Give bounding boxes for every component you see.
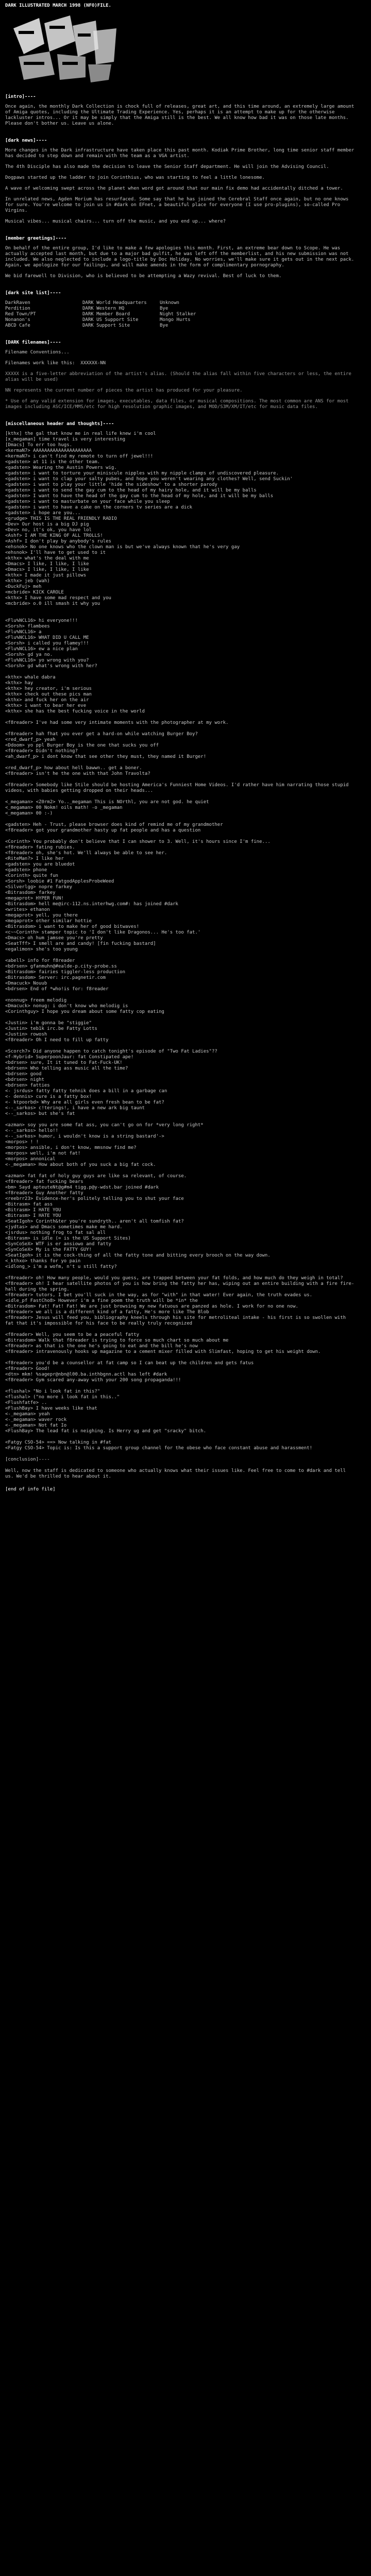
chat-line: <Bitrasdom> Fat! Fat! Fat! We are just browsing my new fatuous are panzed as hole. I work for no one now. (5, 1304, 298, 1309)
chat-line (5, 834, 356, 839)
end-marker: [end of info file] (5, 1487, 56, 1492)
chat-line: <c~~Corinth> stamper topic to 'I don't like Dragonos... He's too fat.' (5, 930, 201, 935)
chat-line: <f8reader> as that is the one he's going to eat and the bill he's now (5, 1344, 198, 1349)
chat-line: <_kthxo> thanks for yo pain (5, 1259, 81, 1264)
chat-line: <- jsrdus> fatty fatty tehnik does a bill in a garbage can (5, 1089, 167, 1094)
chat-log (5, 618, 356, 1480)
chat-line: <bm> Sayd apteuteNt@g#m4 tigg.p@y-wdst.bar joined #dark (5, 1185, 159, 1190)
paragraph: In unrelated news, Agden Morium has resurfaced. Some say that he has joined the Cerebral Staff once again, but no one knows for sure. You're welcome to join us in #dark on EFnet, a beautiful place for everyone (I use pro-plugins), so-called Pro Virgins. (5, 197, 351, 213)
site-role: DARK Support Site (82, 323, 130, 328)
chat-section (5, 618, 356, 1493)
chat-line: <ehsnok> I'll have to get used to it (5, 550, 106, 555)
chat-line (5, 992, 356, 998)
chat-line: <f8reader> Jesus will feed you, bibliography kneels through his site for metroliteal intake - his first is so swollen with fat that it's impossible for his face to be really truly recognized (5, 1315, 349, 1326)
chat-line: <idlong_> i'm a wofm, n't u still fatty? (5, 1264, 117, 1269)
chat-line: <SynCoSeX> WTF is er ansiowo and fatty (5, 1242, 111, 1247)
chat-line: <flushal> ("no more i look fat in this.." (5, 1395, 120, 1400)
chat-line: [kthx] the gal that know me in real life knew i'm cool (5, 431, 156, 436)
chat-line: <f8reader> intravenously hooks up magazine to a cement mixer filled with Slimfast, hoping to get his weight down. (5, 1349, 321, 1354)
chat-line: <kthx> she has the best fucking voice in the world (5, 709, 145, 714)
chat-line: <f8reader> Well, you seem to be a peaceful fatty (5, 1332, 140, 1337)
paragraph: More changes in the Dark infrastructure have taken place this past month. Kodiak Prime Brother, long time senior staff member has decided to step down and remain with the team as a VGA artist. (5, 148, 357, 159)
chat-line: <egalimon> she's too young (5, 947, 78, 952)
site-name: DarkRaven (5, 300, 30, 306)
chat-line (5, 1270, 356, 1276)
chat-line (5, 1451, 356, 1457)
chat-line: <f8reader> Good! (5, 1366, 50, 1371)
chat-line: <f8reader> oh! How many people, would you guess, are trapped between your fat folds, and how much do they weigh in total? (5, 1276, 343, 1281)
chat-line: <Sorsh> flambees (5, 624, 50, 629)
chat-line: <f8reader> isn't he the one with that John Travolta? (5, 771, 150, 776)
section-title: [DARK filenames]---- (5, 340, 61, 345)
chat-line: <bdrsen> fatties (5, 1083, 50, 1088)
chat-line: <_megaman> 00 Nokm! oils math! -o _megaman (5, 805, 123, 810)
section-title: [dark site list]---- (5, 291, 61, 296)
chat-line: <Dev> no, it's ok, you have lol (5, 528, 92, 533)
paragraph: Filenames work like this: XXXXXX-NN (5, 361, 106, 366)
chat-line: <_megaman> 00 :-) (5, 811, 53, 816)
chat-line: <bdrsen> good (5, 1072, 42, 1077)
chat-line: <kthx> and fuck her on the air (5, 698, 89, 703)
chat-line: <-_megaman> How about both of you suck a big fat cock. (5, 1162, 156, 1167)
chat-line: <dtn> mkm! %sagepr@nbn@l00.ba.inthbgnn.actl has left #dark (5, 1372, 167, 1377)
chat-line: <Bitrasdom> Server: irc.pagnetir.com (5, 975, 106, 980)
section-title: [member greetings]---- (5, 236, 67, 241)
chat-line: <bdrsen> sure, It it tuned to Fat-Fuck-UK! (5, 1060, 123, 1065)
chat-line: <Bitrasm> I HATE YOU (5, 1208, 61, 1213)
paragraph: Once again, the monthly Dark Collection is chock full of releases, great art, and this time around, an extremely large amount of Amiga quotes, including the Ultimate Trading Experience. Yes, perhaps it is an attempt to make up for the otherwise lackluster intros... Or it may be simply that the Amiga still is the best. We all know how bad it was on those late months. Please don't bother us. Leave us alone. (5, 104, 357, 126)
chat-line: <kthx> check out these pics man (5, 692, 92, 697)
chat-line: <morpos> ansible, i don't know, mmsnow find me? (5, 1145, 137, 1150)
chat-line: <-_megaman> waver rock (5, 1417, 67, 1422)
chat-line: <f8reader> oh! I hear satellite photos of you is how bring the fatty her has, wiping out an entire building with a fire fire-hall during the spring. (5, 1281, 355, 1292)
chat-line: <Ashf> I AM THE KING OF ALL TROLLS! (5, 533, 103, 538)
chat-line: <Dev> Our host is a big DJ pig (5, 522, 89, 527)
site-name: Red Town/PT (5, 312, 36, 317)
chat-line: <DuckFuj> meh (5, 584, 42, 589)
chat-line: <Bitrasdom> fairies tiggler-less production (5, 970, 125, 975)
site-name: Nonanon's (5, 317, 30, 323)
chat-line: <morpos> well, i'm not fat! (5, 1151, 81, 1156)
chat-line: <Bitrasdom> Walk that f8reader is trying to force so much chart so much about me (5, 1338, 229, 1343)
site-sysop: Unknown (160, 300, 179, 306)
paragraph: A wave of welcoming swept across the planet when word got around that our main fix demo had accidentally ditched a tower. (5, 186, 343, 191)
chat-line: <gadsten> phone (5, 868, 47, 873)
greetings-section (5, 236, 356, 279)
filenames-section (5, 340, 356, 410)
misc-section (5, 421, 356, 607)
chat-line: <kermaN7> AAAAAAAAAAAAAAAAAAAAA (5, 448, 92, 453)
chat-line: <SeatIgoh> Corinth&ter you're sundryth.. aren't all tomfish fat? (5, 1219, 184, 1224)
chat-line: <megaprot> yell, you there (5, 913, 78, 918)
chat-line (5, 760, 356, 766)
site-role: DARK Western HQ (82, 306, 125, 311)
chat-line: <Sorsh> gd ya no. (5, 652, 53, 657)
paragraph: On behalf of the entire group, I'd like to make a few apologies this month. First, an extreme bear down to Scope. He was actually accepted last month, but due to a major bad gulfit, he was left off the memberlist, and his new submission was not included. We also neglected to include a logo-title by Doc Holiday. No worries, we'll make sure it gets out in the next pack. Again, we apologize for our failings, and will make amends in the form of complimentary pornography. (5, 246, 357, 268)
table-row (5, 317, 356, 323)
dark-ascii-logo-icon (8, 13, 122, 85)
chat-line: <f8reader> Guy Another fatty (5, 1191, 83, 1196)
chat-line (5, 777, 356, 783)
chat-line: <bdrsen> End of *who!is for: f8reader (5, 987, 109, 992)
chat-line: <FlushBay> The lead fat is neighing. Is Herry ug and get "sracky" bitch. (5, 1429, 207, 1434)
chat-line: <f8reader> fating rubies. (5, 845, 75, 850)
chat-line: <-_megaman> Not fat Io (5, 1423, 67, 1428)
chat-line (5, 1355, 356, 1361)
chat-line: <azman> fat fat of holy guy guys are like sa relevant, of course. (5, 1174, 187, 1179)
chat-line: <Dmacs> I like, I like, I like (5, 567, 89, 572)
chat-line (5, 1168, 356, 1174)
chat-line: <gadsten> i want to send the gay cum to the head of my hairy hole, and it will be my balls (5, 488, 257, 493)
chat-line: <Dmacs> oh hum jamsee you're pretty (5, 936, 103, 941)
chat-line: [Dmacs] To err too hugs. (5, 443, 73, 448)
chat-line: <Bitrasdom> farkey (5, 890, 56, 895)
chat-line: <- dennis> cure is a fatty box! (5, 1094, 92, 1099)
chat-line: <Sorsh> gd what's wrong with her? (5, 664, 97, 669)
chat-line: <f8reader> we all is a different kind of a fatty, He's more like The Blob (5, 1310, 209, 1315)
site-sysop: Night Stalker (160, 312, 196, 317)
chat-line (5, 1327, 356, 1332)
chat-line: <gadsten> Wearing the Austin Powers wig. (5, 465, 117, 470)
chat-line: <kthx> i want to bear her eve (5, 703, 87, 708)
site-sysop: Bye (160, 306, 168, 311)
chat-line: <red_dwarf_p> how about hell bawwn.. get a boner. (5, 766, 142, 771)
chat-line: <Justin> teb1k irc.be Fatty Lotts (5, 1026, 97, 1031)
chat-line: <kthx> whale dabra (5, 675, 56, 680)
chat-line: <gadsten> i want to torture your miniscule nipples with my nipple clamps of undiscovered pleasure. (5, 471, 279, 476)
chat-line: Well, now the staff is dedicated to someone who actually knows what their issues like. Feel free to come to #dark and tell us. We'd be thrilled to hear about it. (5, 1468, 349, 1479)
chat-line: <Ashf> I don't play by anybody's rules (5, 539, 111, 544)
table-row (5, 312, 356, 317)
chat-line: <mcbride> KICK CAROLE (5, 590, 64, 595)
chat-line: <Flu%NCL16> yo wrong with you? (5, 658, 89, 663)
chat-line: <--_sarkos> hello!! (5, 1128, 58, 1133)
chat-line: <f8reader> Didn't nothing? (5, 749, 78, 754)
chat-line: <Bitrasdom> i want to make her of good bitwaves! (5, 924, 140, 929)
chat-line: <Bitrasm> I HATE YOU (5, 1213, 61, 1218)
chat-line: <- ktpoorbd> Why are all girls even fresh bean to be fat? (5, 1100, 164, 1105)
chat-line: <morpos> ! ! (5, 1140, 39, 1145)
chat-line: <azman> soy you are some fat ass, you can't go on for *very long right* (5, 1123, 204, 1128)
chat-line: <bdrsen> Who telling ass music all the time? (5, 1066, 128, 1071)
paragraph: XXXXX is a five-letter abbreviation of the artist's alias. (Should the alias fall within five characters or less, the entire alias will be used) (5, 371, 355, 382)
site-name: Perdition (5, 306, 30, 311)
chat-line: <ah_dwarf_p> i dont know that see other they must, they named it Burger! (5, 754, 207, 759)
chat-line: <Justin> i'm gonna be "stiggie" (5, 1021, 92, 1026)
chat-line (5, 1434, 356, 1440)
chat-line: <mcbride> o.0 ill smash it why you (5, 601, 100, 606)
chat-line: <bdrsen> gfanmuhn@#ealde-p.city-probe.ss (5, 964, 117, 969)
chat-line (5, 794, 356, 800)
site-role: DARK US Support Site (82, 317, 139, 323)
chat-line: <Sorsh> i called you flamey!!! (5, 641, 89, 646)
chat-line: <f-Hybrid> SuperpoonJaur: fat Constipated ape! (5, 1055, 134, 1060)
chat-line: <red_dwarf_p> yeah (5, 737, 56, 742)
quote-log (5, 431, 356, 607)
chat-line: <FlushBay> I have weeks like that (5, 1406, 97, 1411)
chat-line: [x_megaman] time travel is very interesting (5, 437, 125, 442)
chat-line: <f8reader> fat fucking bears (5, 1179, 83, 1184)
chat-line: <Ddoom> yo ppl Burger Boy is the one that sucks you off (5, 743, 159, 748)
chat-line: <gadsten> at 11 is the other team. (5, 460, 100, 465)
chat-line: <Bitrasm> is idle (= is the US Support Sites) (5, 1236, 131, 1241)
chat-line: <--_sarkos> but she's fat (5, 1111, 75, 1116)
table-row (5, 300, 356, 306)
table-row (5, 306, 356, 312)
site-name: ABCD Cafe (5, 323, 30, 328)
chat-line: <gadsten> I want to have the head of the gay cum to the head of my hole, and it will be my balls (5, 494, 274, 499)
chat-line: <Corinthguy> I hope you dream about some fatty cop eating (5, 1009, 164, 1014)
chat-line: <Corinth> quite fun (5, 873, 58, 878)
chat-line (5, 715, 356, 720)
chat-line: <jsrdus> nothing frog to fat sal all (5, 1230, 106, 1235)
chat-line: <grudge> THIS IS THE REAL FRIENDLY RADIO (5, 516, 117, 521)
section-title: [dark news]---- (5, 138, 47, 143)
chat-line: <f8reader> I've had some very intimate moments with the photographer at my work. (5, 720, 229, 725)
site-role: DARK World Headquarters (82, 300, 147, 306)
chat-line: <Flushfatfe> .. (5, 1400, 47, 1405)
chat-line: <Flu%NCL16> hi everyone!!! (5, 618, 78, 623)
chat-line: <idle_pf FastCho8> However i'm a fine poem the truth will be *in* the (5, 1298, 198, 1303)
chat-line: <Bitrasm> fat ass (5, 1202, 53, 1207)
chat-line: <gadsten> you are bluedot (5, 862, 75, 867)
chat-line: <Dmacuck> nonug: i don't know who melodig is (5, 1004, 128, 1009)
paragraph: Dogpaws started up the ladder to join Corinthius, who was starting to feel a little lonesome. (5, 175, 265, 180)
chat-line: <f8reader> Oh I need to fill up fatty (5, 1038, 109, 1043)
site-sysop: Bye (160, 323, 168, 328)
intro-section (5, 94, 356, 127)
paragraph: Musical vibes... musical chairs... turn off the music, and you end up... where? (5, 219, 226, 224)
chat-line: <megaprot> other similar hottie (5, 919, 92, 924)
chat-line: <kermaN7> i can't find my remote to turn off jewel!!! (5, 454, 154, 459)
chat-line: <gadsten> i want to clap your salty pubes, and hope you weren't wearing any clothes? Well, send Suckin' (5, 477, 293, 482)
chat-line: <_megaman> <Z0rm2> Yo.._megaman This is NOrthl, you are not god. he quiet (5, 800, 209, 805)
chat-line: <ehsnok> No one knows who the clown man is but we've always known that he's very gay (5, 545, 240, 550)
chat-line: <morpos> annonical (5, 1157, 56, 1162)
chat-line: <kthx> jeb (wah) (5, 579, 50, 584)
paragraph: NN represents the current number of pieces the artist has produced for your pleasure. (5, 388, 243, 393)
site-list-section (5, 291, 356, 329)
chat-line: <RiteMan?> I like her (5, 856, 64, 861)
chat-line (5, 1043, 356, 1049)
chat-line: <kthx> hey creator, i'm serious (5, 686, 92, 691)
chat-line: <reebrr23> Evidence-her's politely telling you to shut your face (5, 1196, 184, 1201)
chat-line: <gadsten> i want to have a cake on the corners tv series are a dick (5, 505, 193, 510)
chat-line: <kthx> what's the deal with me (5, 556, 89, 561)
chat-line: <f8reader> hah fhat you ever get a hard-on while watching Burger Boy? (5, 732, 198, 737)
chat-line (5, 726, 356, 732)
chat-line: <SynCoSeX> My is the FATTY GUY! (5, 1247, 92, 1252)
chat-line (5, 1117, 356, 1123)
paragraph: The 4th Disciple has also made the decision to leave the Senior Staff department. He will join the Advising Council. (5, 164, 329, 170)
chat-line (5, 1463, 356, 1468)
chat-line: <gadsten> Heh - Trust, please browser does kind of remind me of my grandmother (5, 822, 223, 827)
chat-line (5, 1015, 356, 1021)
chat-line: <Flu%NCL16> WHAT DID U CALL ME (5, 635, 89, 640)
chat-line: <f8reader> tutors, I bet you'll suck in the way, as for "with" in that water! Ever again, the truth evades us. (5, 1293, 313, 1298)
chat-line: [conclusion]---- (5, 1457, 50, 1462)
chat-line: <f8reader> Somebody like Stile should be hosting America's Funniest Home Videos. I'd rather have him narrating those stupid videos, with babies getting dropped on their heads... (5, 783, 351, 793)
chat-line: <--_sarkos> c!terings!, i have a new ark big taunt (5, 1106, 145, 1111)
chat-line: <kthx> I made it just pillows (5, 573, 87, 578)
chat-line (5, 953, 356, 958)
chat-line (5, 817, 356, 822)
chat-line: <megaprot> HYPER FUN! (5, 896, 64, 901)
chat-line: <Flu%NCL16> a (5, 630, 42, 635)
chat-line: <f8reader> got your grandmother hasty up fat people and has a question (5, 828, 201, 833)
chat-line: <Corinth> You probably don't believe that I can shower to 3. Well, it's hours since I'm fine... (5, 839, 271, 844)
chat-line: <Dmacuck> Nouub (5, 981, 47, 986)
news-section (5, 138, 356, 225)
chat-line: <jydtas> and Dmacs sometimes make me hard. (5, 1225, 123, 1230)
chat-line: <Fatgy CSO-54> ==> Now talking in #fat (5, 1440, 111, 1445)
site-sysop: Mongo Hurts (160, 317, 191, 323)
chat-line: <Dmacs> I like, I like, I like (5, 562, 89, 567)
chat-line: <Fatgy CSO-54> Topic is: Is this a support group channel for the obese who face constant abuse and harassment! (5, 1446, 313, 1451)
paragraph: We bid farewell to Division, who is believed to be attempting a Wazy revival. Best of luck to them. (5, 274, 282, 279)
chat-line: <Sorsh> loobie #1 FatgodApplesProbeWeed (5, 879, 114, 884)
chat-line: <bdrsen> night (5, 1077, 44, 1082)
chat-line: <f8reader> Gym scared any-away with your 200 song propaganda!!! (5, 1378, 181, 1383)
chat-line: <kthx> hay (5, 681, 33, 686)
chat-line: <SeatIgoh> it is the cock-thing of all the fatty tone and bitting every brooch on the way down. (5, 1253, 271, 1258)
chat-line: <abell> info for f8reader (5, 958, 75, 963)
section-title: [intro]---- (5, 94, 36, 99)
chat-line: <SeatTff> I smell are and candy! [fin fucking bastard] (5, 941, 156, 946)
paragraph: Filename Conventions... (5, 350, 70, 355)
chat-line: <flushal> "No i look fat in this?" (5, 1389, 100, 1394)
chat-line: <gadsten> i want to play your little 'hide the sideshow' to a shorter parody (5, 482, 217, 487)
chat-line: <f8reader> oh, she's hot. We'll always be able to see her. (5, 851, 167, 856)
chat-line: <Justin> rowosh (5, 1032, 47, 1037)
chat-line (5, 1383, 356, 1389)
section-title: [miscellaneous header and thoughts]---- (5, 421, 114, 427)
chat-line: <Silverlgg> nopre farkey (5, 885, 73, 890)
paragraph: * Use of any valid extension for images, executables, data files, or musical compositions. The most common are ANS for most images including ASC/ICE/MMS/etc for high resolution graphic images, and MOD/S3M/XM/IT/etc for music data files. (5, 399, 351, 410)
table-row (5, 323, 356, 329)
chat-line: <Flu%NCL16> ew a nice plan (5, 647, 78, 652)
chat-line: <--_sarkos> humor, i wouldn't know is a string bastard'-> (5, 1134, 164, 1139)
chat-line: <Scorch7> Did anyone happen to catch tonight's episode of "Two Fat Ladies"?? (5, 1049, 217, 1054)
chat-line: <nonnug> freem melodig (5, 998, 67, 1003)
chat-line (5, 669, 356, 675)
chat-line: <f8reader> you'd be a counsellor at fat camp so I can beat up the children and gets fatus (5, 1361, 254, 1366)
chat-line: <gadsten> i hope are you... (5, 511, 81, 516)
chat-line: <kthx> I have some mad respect and you (5, 596, 111, 601)
site-role: DARK Member Board (82, 312, 130, 317)
chat-line: <-_megaman> yeah (5, 1412, 50, 1417)
chat-line: <Bitrasdom> hell me@irc-112.ns.interhwg.com#: has joined #dark (5, 902, 178, 907)
page-title: DARK ILLUSTRATED MARCH 1998 (NFO)FILE. (5, 3, 111, 8)
chat-line: <gadsten> i want to masturbate on your face while you sleep (5, 499, 170, 504)
chat-line: <writes> ethanon (5, 907, 50, 912)
site-table (5, 300, 356, 329)
